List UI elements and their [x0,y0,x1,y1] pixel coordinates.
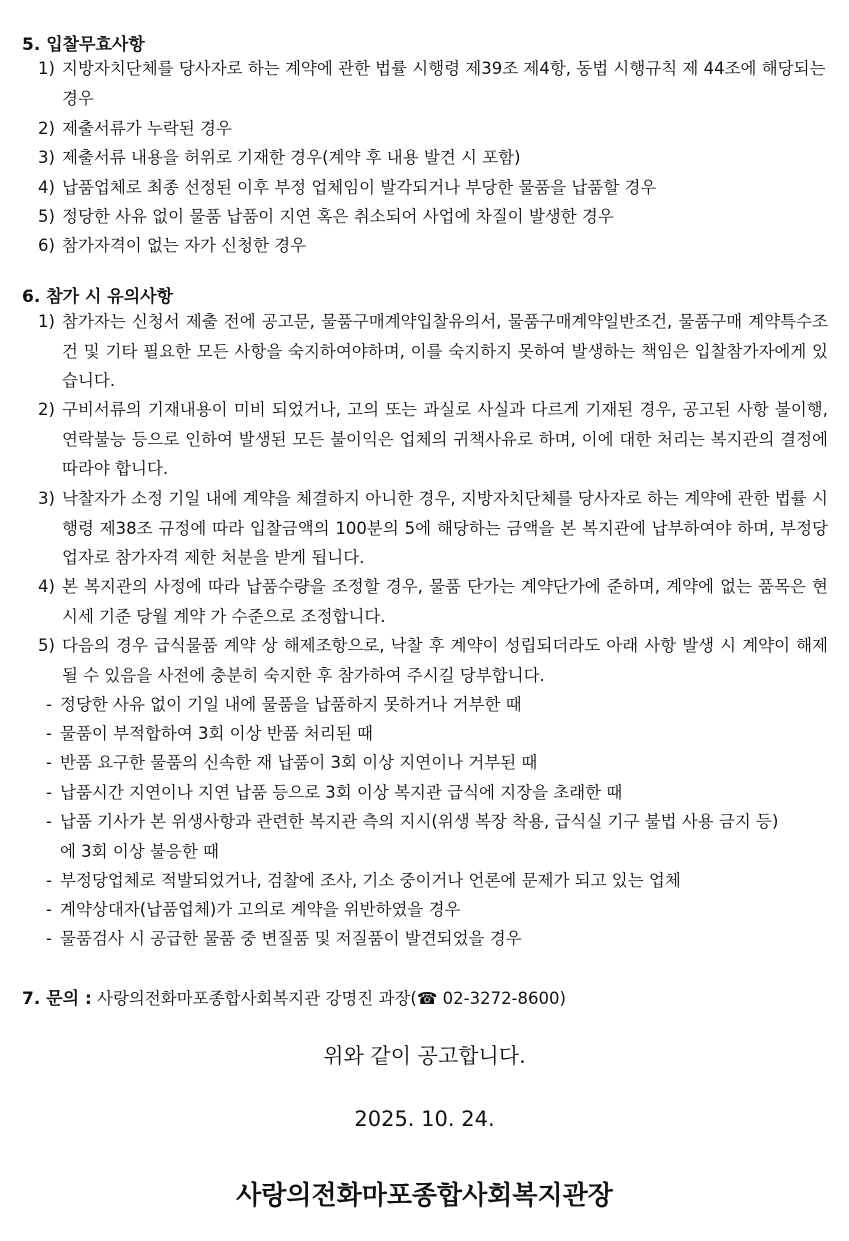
item-text: 제출서류가 누락된 경우 [62,119,232,138]
item-number: 4) [38,178,55,197]
item-number: 2) [38,119,55,138]
section-6-item-4 [38,572,828,631]
item-number: 1) [38,59,55,78]
item-number: 3) [38,148,55,167]
sub-item-text: 정당한 사유 없이 기일 내에 물품을 납품하지 못하거나 거부한 때 [60,695,522,714]
sub-item-text: 납품 기사가 본 위생사항과 관련한 복지관 측의 지시(위생 복장 착용, 급식실 기구 불법 사용 금지 등)에 3회 이상 불응한 때 [60,812,779,861]
section-5-heading: 5. 입찰무효사항 [22,35,145,55]
section-5-item-3 [38,143,828,173]
item-text: 참가자격이 없는 자가 신청한 경우 [62,236,307,255]
sub-item: - 납품 기사가 본 위생사항과 관련한 복지관 측의 지시(위생 복장 착용, 급식실 기구 불법 사용 금지 등)에 3회 이상 불응한 때 [46,807,786,866]
section-5-item-1 [38,54,828,113]
sub-item-text: 납품시간 지연이나 지연 납품 등으로 3회 이상 복지관 급식에 지장을 초래한 때 [60,783,623,802]
section-5-item-6 [38,231,828,261]
section-5-item-5 [38,202,828,232]
sub-item: - 물품이 부적합하여 3회 이상 반품 처리된 때 [46,719,786,749]
notice-date: 2025. 10. 24. [354,1107,495,1131]
contact-text: 사랑의전화마포종합사회복지관 강명진 과장( [97,989,417,1008]
item-text: 낙찰자가 소정 기일 내에 계약을 체결하지 아니한 경우, 지방자치단체를 당사자로 하는 계약에 관한 법률 시행령 제38조 규정에 따라 입찰금액의 100분의 5에 해당하는 금액을 본 복지관에 납부하여야 하며, 부정당업자로 참가자격 제한 처분을 받게 됩니다. [62,489,828,567]
sub-item-text: 물품이 부적합하여 3회 이상 반품 처리된 때 [60,724,373,743]
item-text: 지방자치단체를 당사자로 하는 계약에 관한 법률 시행령 제39조 제4항, 동법 시행규칙 제 44조에 해당되는 경우 [62,59,826,108]
item-text: 참가자는 신청서 제출 전에 공고문, 물품구매계약입찰유의서, 물품구매계약일반조건, 물품구매 계약특수조건 및 기타 필요한 모든 사항을 숙지하여야하며, 이를 숙지하지 못하여 발생하는 책임은 입찰참가자에게 있습니다. [62,312,828,390]
item-number: 1) [38,312,55,331]
section-6-item-2 [38,395,828,484]
item-number: 5) [38,636,55,655]
item-number: 5) [38,207,55,226]
section-6-item-1 [38,307,828,396]
sub-item: - 부정당업체로 적발되었거나, 검찰에 조사, 기소 중이거나 언론에 문제가 되고 있는 업체 [46,866,786,896]
sub-item: - 정당한 사유 없이 기일 내에 물품을 납품하지 못하거나 거부한 때 [46,690,786,720]
section-6-heading: 6. 참가 시 유의사항 [22,287,173,307]
item-text: 구비서류의 기재내용이 미비 되었거나, 고의 또는 과실로 사실과 다르게 기재된 경우, 공고된 사항 불이행, 연락불능 등으로 인하여 발생된 모든 불이익은 업체의 귀책사유로 하며, 이에 대한 처리는 복지관의 결정에 따라야 합니다. [62,400,828,478]
sub-item: - 물품검사 시 공급한 물품 중 변질품 및 저질품이 발견되었을 경우 [46,924,786,954]
sub-item-text: 부정당업체로 적발되었거나, 검찰에 조사, 기소 중이거나 언론에 문제가 되고 있는 업체 [60,871,681,890]
item-number: 3) [38,489,55,508]
sub-item-text: 계약상대자(납품업체)가 고의로 계약을 위반하였을 경우 [60,900,461,919]
sub-item: - 납품시간 지연이나 지연 납품 등으로 3회 이상 복지관 급식에 지장을 초래한 때 [46,778,786,808]
item-number: 2) [38,400,55,419]
item-number: 6) [38,236,55,255]
organization-name: 사랑의전화마포종합사회복지관장 [236,1181,613,1211]
item-text: 납품업체로 최종 선정된 이후 부정 업체임이 발각되거나 부당한 물품을 납품할 경우 [62,178,657,197]
notice-statement: 위와 같이 공고합니다. [323,1044,526,1068]
sub-item: - 계약상대자(납품업체)가 고의로 계약을 위반하였을 경우 [46,895,786,925]
contact-phone: 02-3272-8600) [437,989,566,1008]
section-5-item-4 [38,173,828,203]
item-text: 본 복지관의 사정에 따라 납품수량을 조정할 경우, 물품 단가는 계약단가에 준하며, 계약에 없는 품목은 현 시세 기준 당월 계약 가 수준으로 조정합니다. [62,577,828,626]
section-5-item-2 [38,114,828,144]
contact-line [22,984,566,1009]
item-text: 정당한 사유 없이 물품 납품이 지연 혹은 취소되어 사업에 차질이 발생한 경우 [62,207,614,226]
phone-icon: ☎ [416,989,438,1008]
item-text: 제출서류 내용을 허위로 기재한 경우(계약 후 내용 발견 시 포함) [62,148,521,167]
sub-item: - 반품 요구한 물품의 신속한 재 납품이 3회 이상 지연이나 거부된 때 [46,748,786,778]
item-text: 다음의 경우 급식물품 계약 상 해제조항으로, 낙찰 후 계약이 성립되더라도 아래 사항 발생 시 계약이 해제될 수 있음을 사전에 충분히 숙지한 후 참가하여 주시길 당부합니다. [62,636,828,685]
sub-item-text: 반품 요구한 물품의 신속한 재 납품이 3회 이상 지연이나 거부된 때 [60,753,538,772]
item-number: 4) [38,577,55,596]
section-6-item-5 [38,631,828,690]
sub-item-text: 물품검사 시 공급한 물품 중 변질품 및 저질품이 발견되었을 경우 [60,929,522,948]
section-6-item-3 [38,484,828,573]
contact-label: 7. 문의 : [22,989,92,1009]
